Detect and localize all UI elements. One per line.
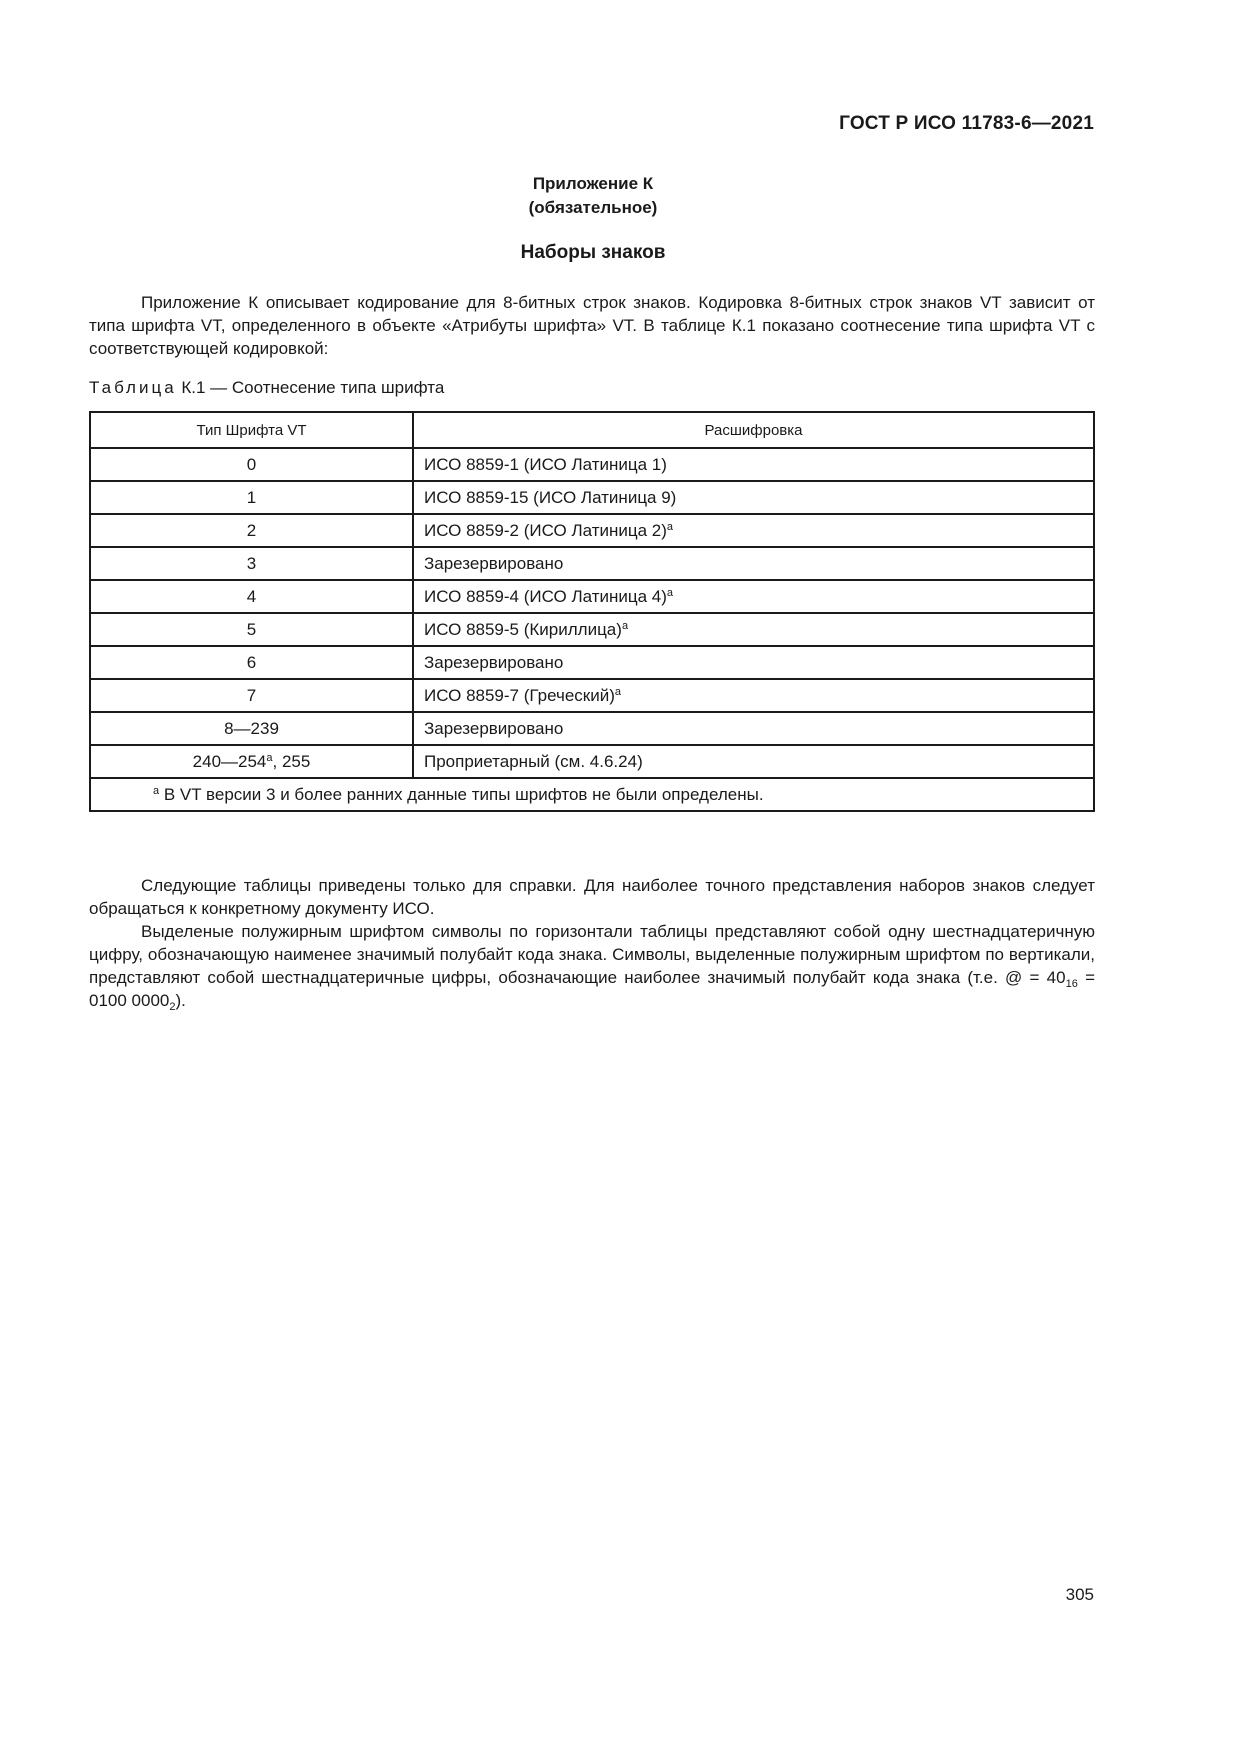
explanation-text: Выделеные полужирным шрифтом символы по горизонтали таблицы представляют собой одну шестнадцатеричную цифру, обозначающую наименее значимый полубайт кода знака. Символы, выделенные полужирным шрифтом по вертикали, представляют собой шестнадцатеричные цифры, обозначающие наиболее значимый полубайт кода знака (т.е. @ = 40 [89,922,1095,987]
footnote-mark: a [614,685,622,698]
cell-font-type [90,745,413,778]
cell-font-type: 5 [90,613,413,646]
annex-subtitle: (обязательное) [528,198,658,217]
table-caption-text: К.1 — Соотнесение типа шрифта [176,378,445,397]
table-row [90,679,1094,712]
font-type-table [89,411,1095,812]
font-type-extra: , 255 [272,751,311,771]
annex-title: Приложение К [532,174,654,193]
description-text: ИСО 8859-7 (Греческий) [424,685,615,705]
cell-font-type: 1 [90,481,413,514]
cell-font-type: 8—239 [90,712,413,745]
header-font-type: Тип Шрифта VT [90,412,413,448]
table-row [90,547,1094,580]
font-type-range: 240—254 [192,751,267,771]
cell-font-type: 0 [90,448,413,481]
description-text: Зарезервировано [424,652,564,672]
cell-font-type: 3 [90,547,413,580]
intro-paragraph: Приложение К описывает кодирование для 8-битных строк знаков. Кодировка 8-битных строк знаков VT зависит от типа шрифта VT, определенного в объекте «Атрибуты шрифта» VT. В таблице К.1 показано соотнесение типа шрифта VT с соответствующей кодировкой: [89,293,1095,358]
cell-font-type: 6 [90,646,413,679]
description-text: ИСО 8859-15 (ИСО Латиница 9) [424,487,677,507]
footnote-text: В VT версии 3 и более ранних данные типы шрифтов не были определены. [159,784,764,804]
table-row [90,712,1094,745]
table-header-row [90,412,1094,448]
footnote-mark: a [153,784,160,797]
description-text: ИСО 8859-4 (ИСО Латиница 4) [424,586,667,606]
cell-font-type: 2 [90,514,413,547]
table-caption-label: Таблица [89,378,177,397]
description-text: ИСО 8859-2 (ИСО Латиница 2) [424,520,667,540]
table-row [90,580,1094,613]
cell-description: Проприетарный (см. 4.6.24) [413,745,1094,778]
table-row [90,613,1094,646]
subscript-2: 2 [169,1001,176,1013]
description-text: ИСО 8859-5 (Кириллица) [424,619,622,639]
cell-description [413,448,1094,481]
footnote-mark: a [666,520,674,533]
footnote-mark: a [621,619,629,632]
section-title: Наборы знаков [520,242,666,263]
description-text: ИСО 8859-1 (ИСО Латиница 1) [424,454,667,474]
table-row [90,514,1094,547]
explanation-paragraph [89,920,1095,1012]
cell-font-type: 7 [90,679,413,712]
explanation-binary: = 0100 0000 [89,968,1095,1010]
subscript-16: 16 [1065,978,1078,990]
cell-description [413,547,1094,580]
annex-heading [0,172,1186,220]
footnote-mark: a [266,751,273,764]
reference-paragraph: Следующие таблицы приведены только для справки. Для наиболее точного представления наборов знаков следует обращаться к конкретному документу ИСО. [89,876,1095,918]
cell-description [413,712,1094,745]
description-text: Зарезервировано [424,718,564,738]
table-row [90,448,1094,481]
cell-description [413,613,1094,646]
page-number: 305 [1065,1585,1094,1604]
table-row [90,646,1094,679]
cell-description [413,580,1094,613]
table-footnote-row [90,778,1094,811]
header-description: Расшифровка [413,412,1094,448]
table-caption [89,378,444,398]
cell-description [413,481,1094,514]
cell-font-type: 4 [90,580,413,613]
cell-description [413,679,1094,712]
table-row [90,745,1094,778]
cell-description [413,514,1094,547]
footnote-mark: a [666,586,674,599]
table-row [90,481,1094,514]
description-text: Зарезервировано [424,553,564,573]
cell-description [413,646,1094,679]
explanation-end: ). [175,991,186,1010]
table-footnote [90,778,1094,811]
document-code: ГОСТ Р ИСО 11783-6—2021 [839,113,1094,134]
